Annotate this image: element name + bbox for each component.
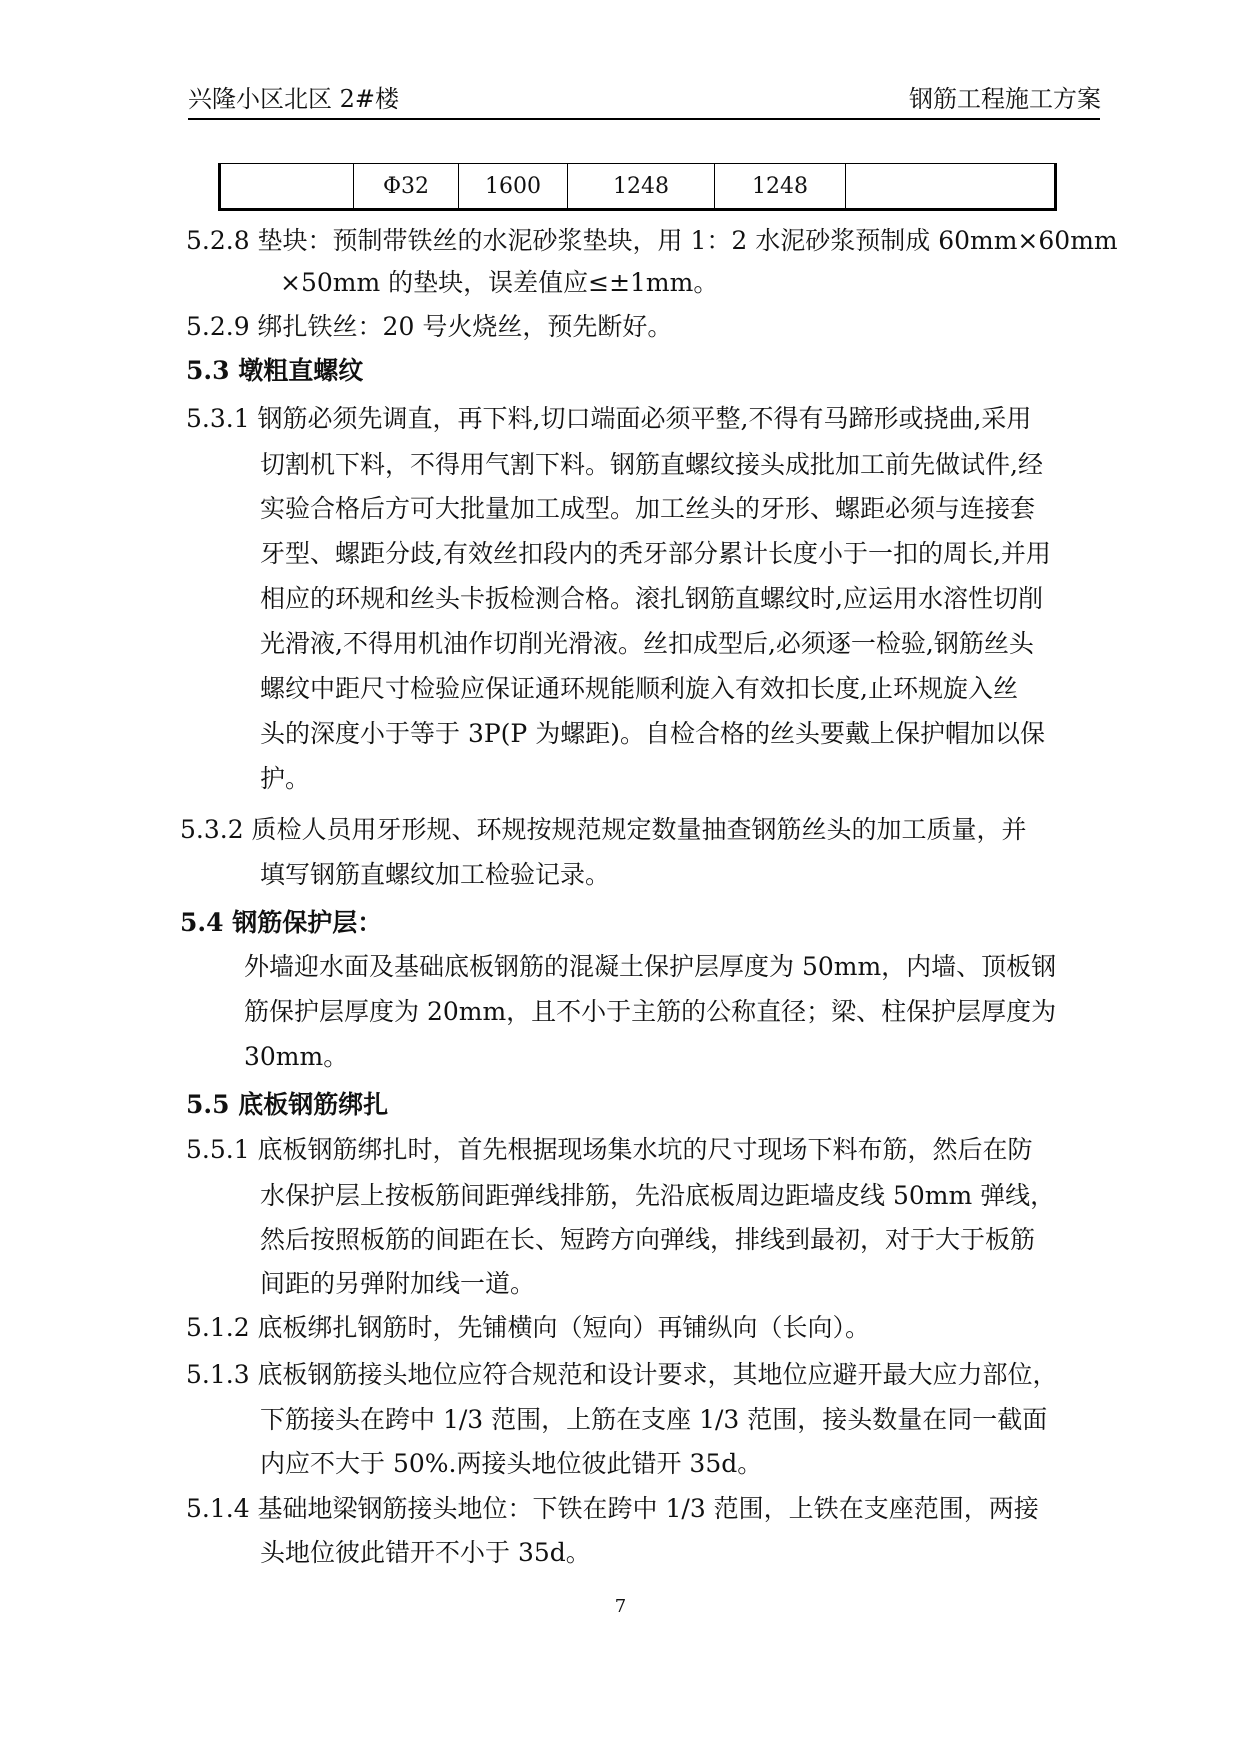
text-line: 5.1.4 基础地梁钢筋接头地位：下铁在跨中 1/3 范围，上铁在支座范围，两接 — [186, 1494, 1039, 1523]
text-line: 头地位彼此错开不小于 35d。 — [260, 1538, 591, 1567]
text-line: 5.5.1 底板钢筋绑扎时，首先根据现场集水坑的尺寸现场下料布筋，然后在防 — [186, 1135, 1033, 1164]
section-heading: 5.5 底板钢筋绑扎 — [186, 1090, 389, 1119]
text-line: 间距的另弹附加线一道。 — [260, 1269, 536, 1298]
text-line: 光滑液,不得用机油作切削光滑液。丝扣成型后,必须逐一检验,钢筋丝头 — [260, 629, 1034, 658]
text-line: 相应的环规和丝头卡扳检测合格。滚扎钢筋直螺纹时,应运用水溶性切削 — [260, 584, 1043, 613]
header-left: 兴隆小区北区 2#楼 — [188, 85, 400, 113]
text-line: 5.3.2 质检人员用牙形规、环规按规范规定数量抽查钢筋丝头的加工质量，并 — [180, 815, 1027, 844]
text-line: 下筋接头在跨中 1/3 范围，上筋在支座 1/3 范围，接头数量在同一截面 — [260, 1405, 1048, 1434]
section-heading: 5.4 钢筋保护层： — [180, 908, 383, 937]
text-line: 筋保护层厚度为 20mm，且不小于主筋的公称直径；梁、柱保护层厚度为 — [244, 997, 1057, 1026]
table-cell: 1248 — [715, 164, 846, 210]
text-line: 切割机下料，不得用气割下料。钢筋直螺纹接头成批加工前先做试件,经 — [260, 450, 1043, 479]
text-line: 5.1.2 底板绑扎钢筋时，先铺横向（短向）再铺纵向（长向）。 — [186, 1313, 871, 1342]
table-cell: 1600 — [459, 164, 568, 210]
text-line: 5.1.3 底板钢筋接头地位应符合规范和设计要求，其地位应避开最大应力部位， — [186, 1360, 1058, 1389]
page-number: 7 — [614, 1596, 627, 1617]
table-cell — [846, 164, 1056, 210]
table-cell: 1248 — [568, 164, 715, 210]
text-line: 内应不大于 50%.两接头地位彼此错开 35d。 — [260, 1449, 763, 1478]
text-line: 5.2.9 绑扎铁丝：20 号火烧丝，预先断好。 — [186, 312, 673, 341]
text-line: 5.2.8 垫块：预制带铁丝的水泥砂浆垫块，用 1：2 水泥砂浆预制成 60mm×60mm — [186, 226, 1118, 255]
rebar-table — [218, 163, 1057, 211]
text-line: 30mm。 — [244, 1042, 349, 1071]
text-line: 螺纹中距尺寸检验应保证通环规能顺利旋入有效扣长度,止环规旋入丝 — [260, 674, 1018, 703]
text-line: 实验合格后方可大批量加工成型。加工丝头的牙形、螺距必须与连接套 — [260, 494, 1036, 523]
text-line: 5.3.1 钢筋必须先调直，再下料,切口端面必须平整,不得有马蹄形或挠曲,采用 — [186, 404, 1032, 433]
text-line: ×50mm 的垫块，误差值应≤±1mm。 — [280, 268, 719, 297]
text-line: 水保护层上按板筋间距弹线排筋，先沿底板周边距墙皮线 50mm 弹线， — [260, 1181, 1056, 1210]
text-line: 填写钢筋直螺纹加工检验记录。 — [260, 860, 611, 889]
table-cell: Φ32 — [354, 164, 459, 210]
table-cell — [220, 164, 354, 210]
header-right: 钢筋工程施工方案 — [909, 85, 1101, 113]
header-rule — [188, 118, 1100, 120]
text-line: 然后按照板筋的间距在长、短跨方向弹线，排线到最初，对于大于板筋 — [260, 1225, 1036, 1254]
text-line: 牙型、螺距分歧,有效丝扣段内的秃牙部分累计长度小于一扣的周长,并用 — [260, 539, 1051, 568]
text-line: 外墙迎水面及基础底板钢筋的混凝土保护层厚度为 50mm，内墙、顶板钢 — [244, 952, 1057, 981]
text-line: 护。 — [260, 764, 311, 793]
table-row — [220, 164, 1056, 210]
text-line: 头的深度小于等于 3P(P 为螺距)。自检合格的丝头要戴上保护帽加以保 — [260, 719, 1045, 748]
section-heading: 5.3 墩粗直螺纹 — [186, 356, 364, 385]
